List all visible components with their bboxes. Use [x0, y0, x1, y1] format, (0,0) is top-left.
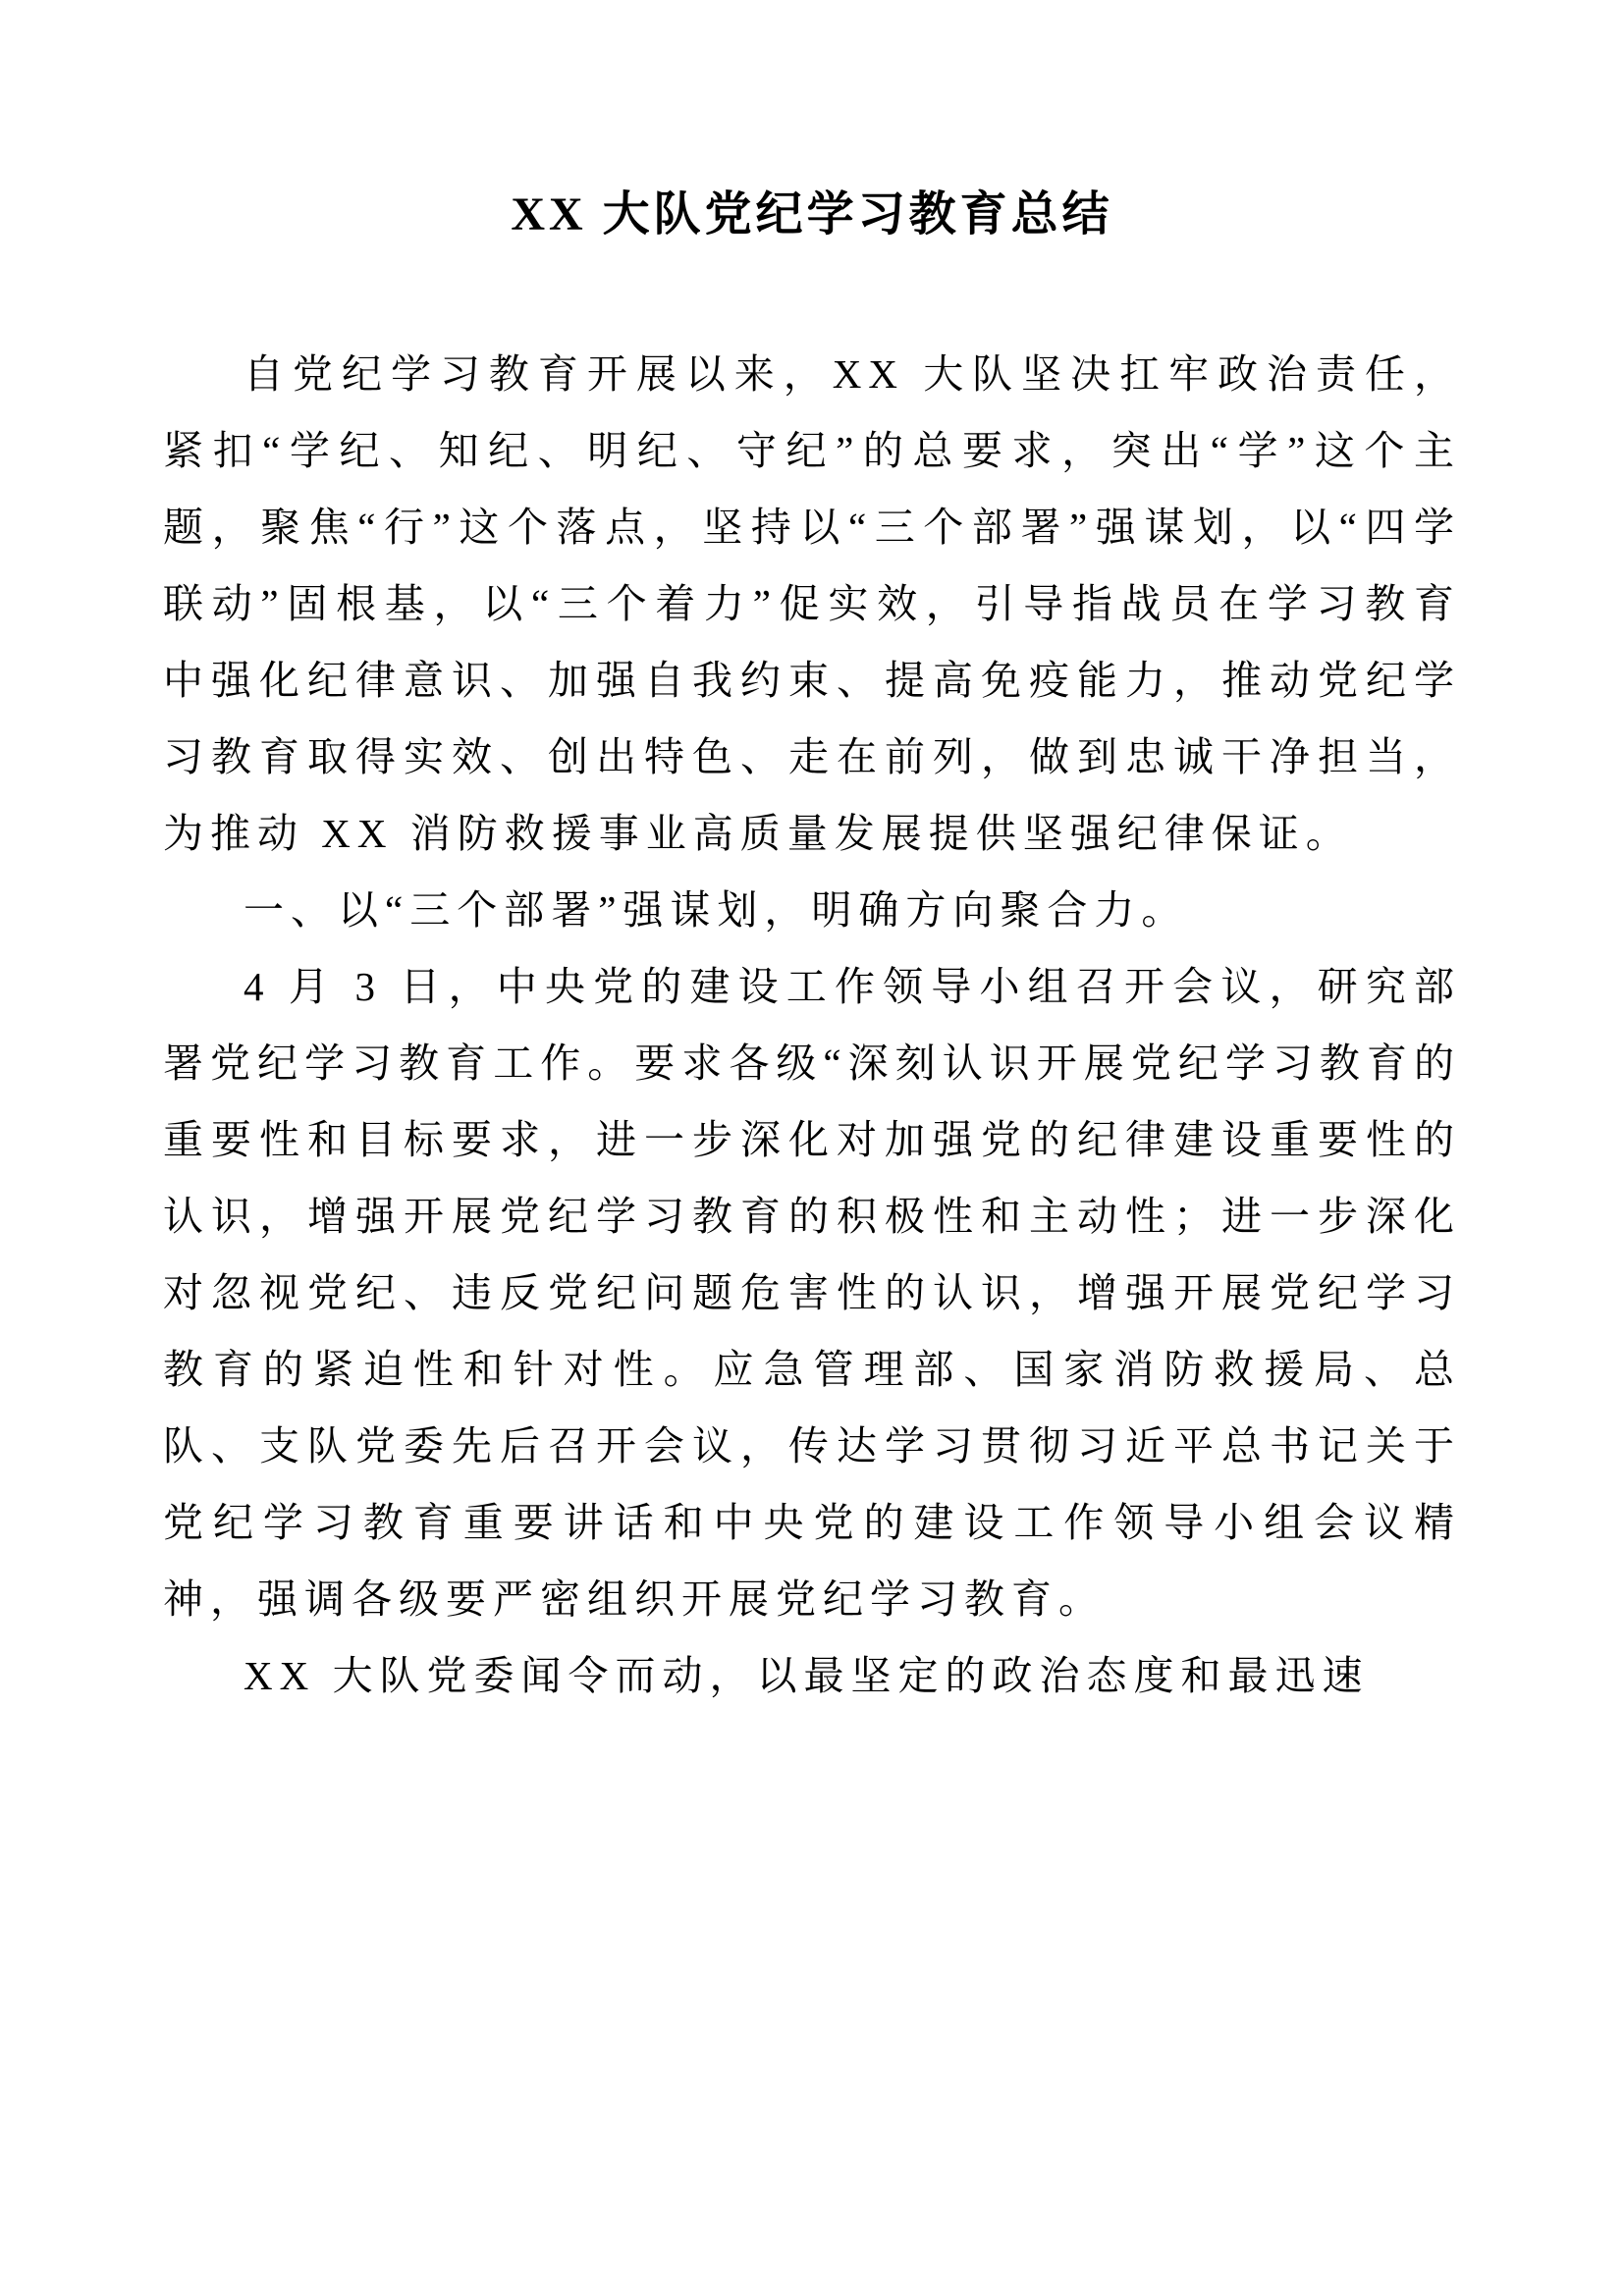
paragraph-body-truncated: XX 大队党委闻令而动，以最坚定的政治态度和最迅速 — [244, 1653, 1370, 1699]
document-title: XX 大队党纪学习教育总结 — [511, 188, 1113, 240]
paragraph-body: 4 月 3 日，中央党的建设工作领导小组召开会议，研究部署党纪学习教育工作。要求各级“深刻认识开展党纪学习教育的重要性和目标要求，进一步深化对加强党的纪律建设重要性的认识，增强开展党纪学习教育的积极性和主动性；进一步深化对忽视党纪、违反党纪问题危害性的认识，增强开展党纪学习教育的紧迫性和针对性。应急管理部、国家消防救援局、总队、支队党委先后召开会议，传达学习贯彻习近平总书记关于党纪学习教育重要讲话和中央党的建设工作领导小组会议精神，强调各级要严密组织开展党纪学习教育。 — [163, 964, 1461, 1623]
paragraph-section-heading: 一、以“三个部署”强谋划，明确方向聚合力。 — [244, 887, 1189, 934]
paragraph-intro: 自党纪学习教育开展以来，XX 大队坚决扛牢政治责任，紧扣“学纪、知纪、明纪、守纪”的总要求，突出“学”这个主题，聚焦“行”这个落点，坚持以“三个部署”强谋划，以“四学联动”固根基，以“三个着力”促实效，引导指战员在学习教育中强化纪律意识、加强自我约束、提高免疫能力，推动党纪学习教育取得实效、创出特色、走在前列，做到忠诚干净担当，为推动 XX 消防救援事业高质量发展提供坚强纪律保证。 — [163, 351, 1461, 857]
